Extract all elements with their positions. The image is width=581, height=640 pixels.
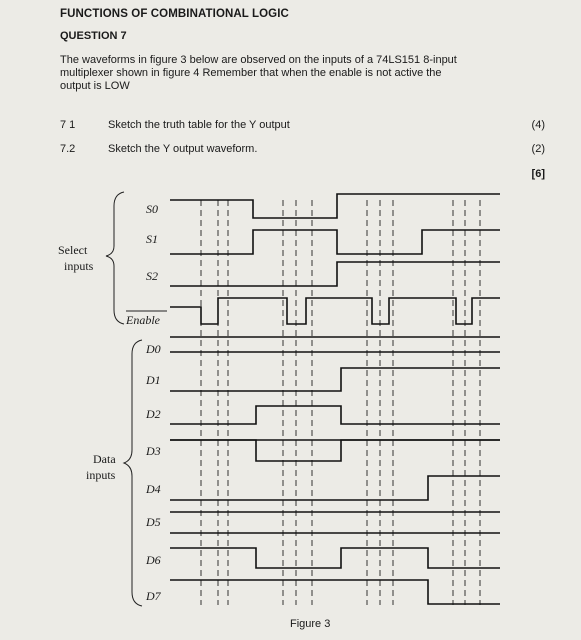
- wave-d2: [170, 406, 500, 424]
- label-d3: D3: [146, 444, 161, 458]
- label-d6: D6: [146, 553, 161, 567]
- intro-line-1: The waveforms in figure 3 below are observed on the inputs of a 74LS151 8-input: [60, 54, 457, 66]
- subquestion-marks-1: (4): [531, 119, 545, 131]
- label-d0: D0: [146, 342, 161, 356]
- wave-d3: [170, 440, 500, 461]
- select-group-label: Select: [58, 243, 88, 257]
- wave-d1: [170, 368, 500, 391]
- wave-d4: [170, 476, 500, 500]
- wave-s1: [170, 230, 500, 254]
- subquestion-marks-2: (2): [531, 143, 545, 155]
- wave-s0: [170, 194, 500, 218]
- wave-d6: [170, 548, 500, 568]
- subquestion-text-2: Sketch the Y output waveform.: [108, 143, 258, 155]
- label-d1: D1: [146, 373, 161, 387]
- label-d7: D7: [146, 589, 161, 603]
- label-d4: D4: [146, 482, 161, 496]
- data-group-label-2: inputs: [86, 468, 116, 482]
- select-brace: [106, 192, 124, 324]
- subquestion-number-1: 7 1: [60, 119, 76, 131]
- select-group-label-2: inputs: [64, 259, 94, 273]
- subquestion-text-1: Sketch the truth table for the Y output: [108, 119, 290, 131]
- wave-enable: [170, 298, 500, 324]
- timing-guides: [201, 200, 480, 605]
- data-brace: [124, 340, 142, 606]
- wave-s2: [170, 262, 500, 286]
- label-s1: S1: [146, 232, 158, 246]
- label-enable: Enable: [126, 313, 160, 327]
- question-title: QUESTION 7: [60, 30, 127, 42]
- label-s2: S2: [146, 269, 158, 283]
- data-group-label: Data: [93, 452, 116, 466]
- intro-line-2: multiplexer shown in figure 4 Remember that when the enable is not active the: [60, 67, 442, 79]
- label-s0: S0: [146, 202, 158, 216]
- subquestion-number-2: 7.2: [60, 143, 76, 155]
- label-d5: D5: [146, 515, 161, 529]
- label-d2: D2: [146, 407, 161, 421]
- intro-line-3: output is LOW: [60, 80, 130, 92]
- figure-caption: Figure 3: [290, 618, 331, 630]
- wave-d7: [170, 580, 500, 604]
- section-title: FUNCTIONS OF COMBINATIONAL LOGIC: [60, 8, 289, 20]
- total-marks: [6]: [531, 168, 545, 180]
